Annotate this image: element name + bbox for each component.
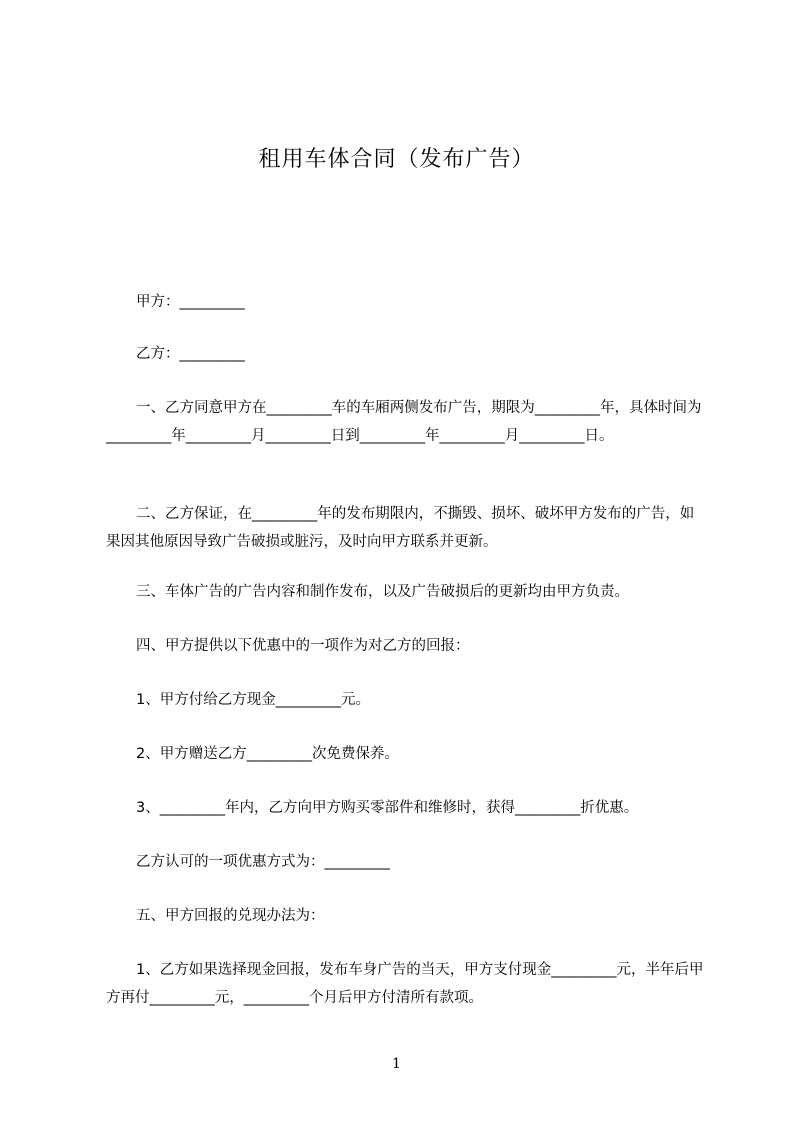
clause-3: 三、车体广告的广告内容和制作发布，以及广告破损后的更新均由甲方负责。	[136, 584, 629, 600]
paragraph-party-b: 乙方：_________	[136, 346, 245, 362]
document-title: 租用车体合同（发布广告）	[258, 147, 535, 172]
clause-2: 二、乙方保证，在_________年的发布期限内，不撕毁、损坏、破坏甲方发布的广告，如果因其他原因导致广告破损或脏污，及时向甲方联系并更新。	[106, 506, 695, 550]
clause-5: 五、甲方回报的兑现办法为：	[136, 908, 325, 924]
chosen-option: 乙方认可的一项优惠方式为：_________	[136, 854, 390, 870]
option-2: 2、甲方赠送乙方_________次免费保养。	[136, 746, 399, 762]
clause-5-item-1: 1、乙方如果选择现金回报，发布车身广告的当天，甲方支付现金_________元，半年后甲方再付_________元，_________个月后甲方付清所有款项。	[106, 962, 704, 1006]
option-3: 3、_________年内，乙方向甲方购买零部件和维修时，获得_________折优惠。	[136, 800, 639, 816]
clause-1: 一、乙方同意甲方在_________车的车厢两侧发布广告，期限为_________年，具体时间为_________年_________月_________日到_________年_________月_________日。	[106, 400, 702, 444]
page-number: 1	[392, 1056, 401, 1072]
option-1: 1、甲方付给乙方现金_________元。	[136, 692, 370, 708]
clause-4: 四、甲方提供以下优惠中的一项作为对乙方的回报：	[136, 638, 470, 654]
paragraph-party-a: 甲方：_________	[136, 294, 245, 310]
